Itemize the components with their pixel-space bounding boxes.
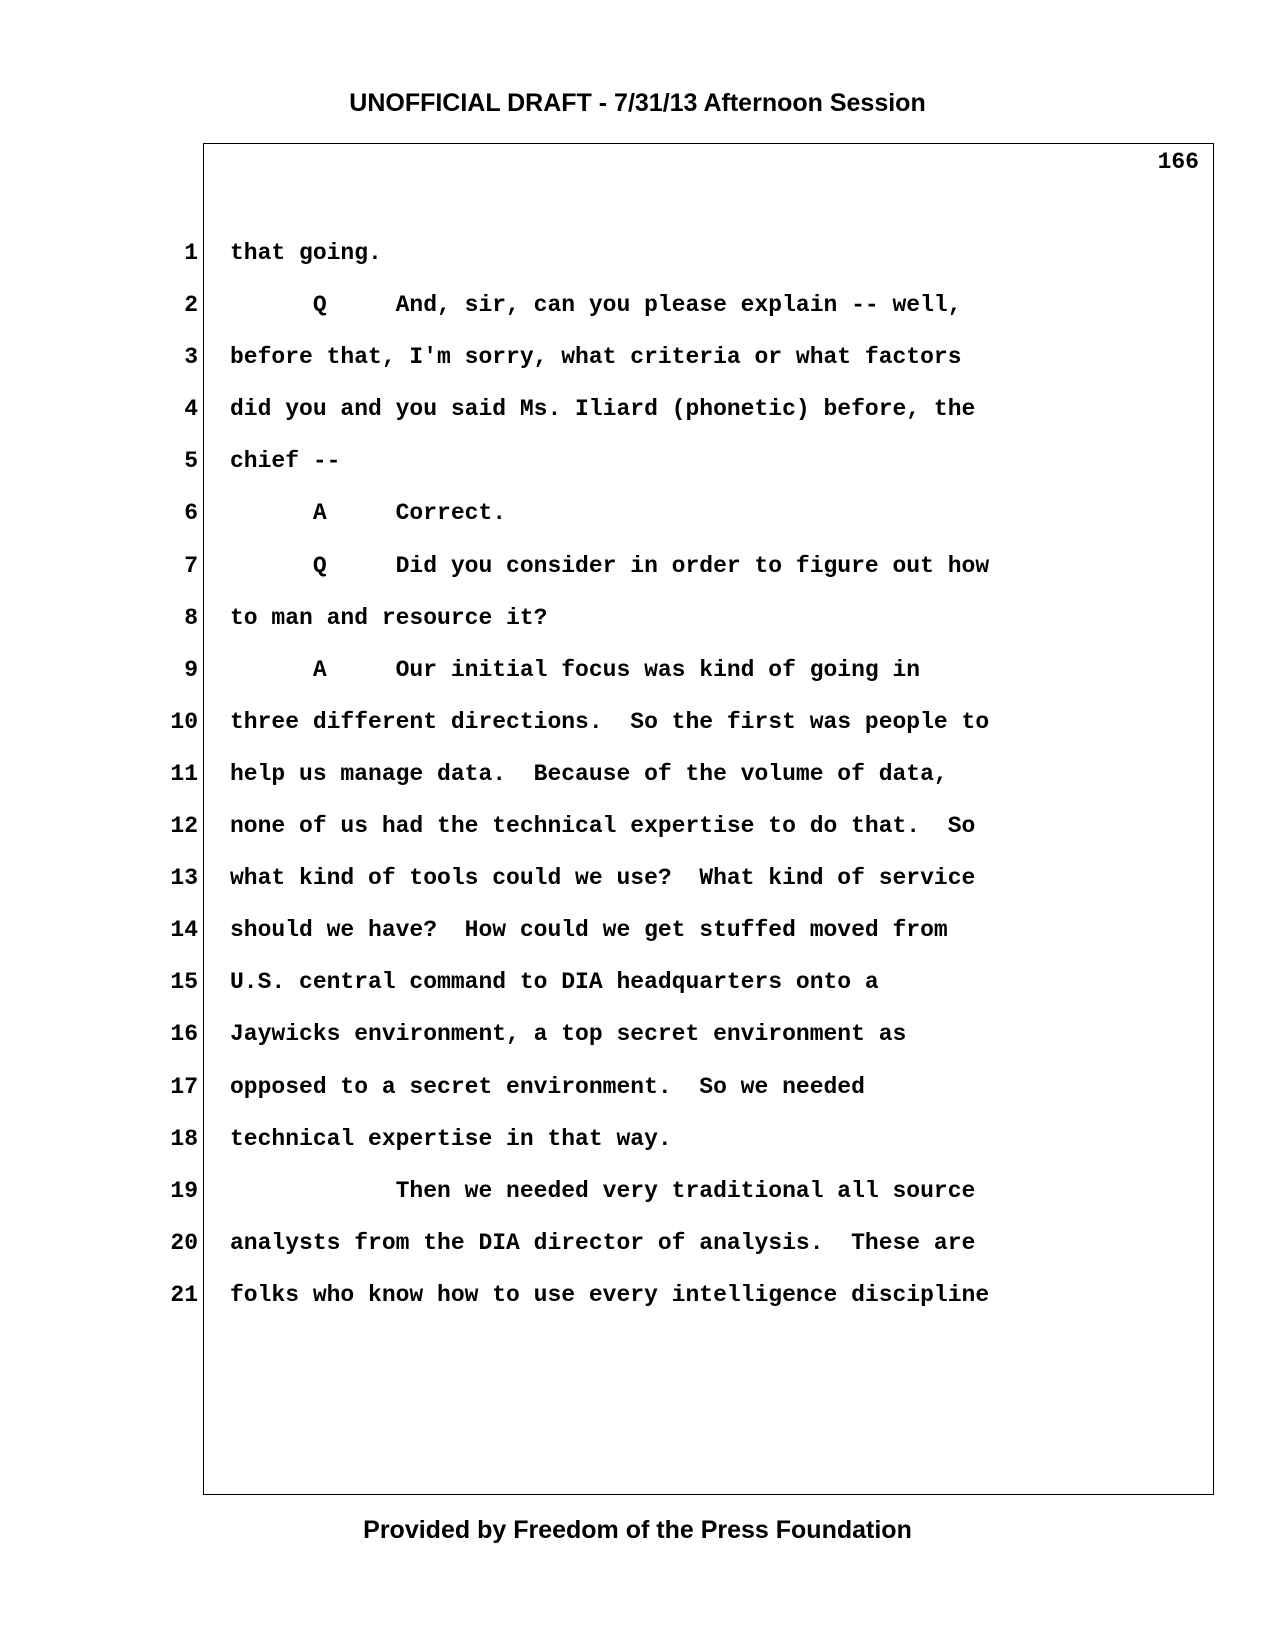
transcript-line (184, 395, 1215, 447)
line-number: 21 (170, 1281, 198, 1308)
line-number: 5 (184, 448, 198, 475)
transcript-line (184, 447, 1215, 499)
transcript-line (170, 1125, 1215, 1177)
transcript-line (170, 708, 1215, 760)
transcript-line (170, 1281, 1215, 1333)
document-footer-credit: Provided by Freedom of the Press Foundation (363, 1516, 912, 1544)
line-text: U.S. central command to DIA headquarters onto a (230, 969, 879, 996)
line-number: 14 (170, 917, 198, 944)
line-text: technical expertise in that way. (230, 1125, 672, 1152)
transcript-line (184, 552, 1215, 604)
transcript-line (170, 1020, 1215, 1072)
transcript-line (184, 343, 1215, 395)
line-text: Then we needed very traditional all source (230, 1177, 976, 1204)
transcript-line (170, 864, 1215, 916)
line-text: opposed to a secret environment. So we needed (230, 1073, 865, 1100)
line-number: 10 (170, 708, 198, 735)
line-number: 20 (170, 1229, 198, 1256)
line-text: folks who know how to use every intelligence discipline (230, 1281, 990, 1308)
line-text: Q Did you consider in order to figure out how (230, 552, 990, 579)
line-number: 2 (184, 292, 198, 319)
line-number: 4 (184, 396, 198, 423)
transcript-line (170, 1229, 1215, 1281)
line-number: 6 (184, 500, 198, 527)
transcript-line (170, 1073, 1215, 1125)
line-text: analysts from the DIA director of analysis. These are (230, 1229, 976, 1256)
transcript-line (184, 499, 1215, 551)
transcript-line (184, 604, 1215, 656)
line-number: 11 (170, 760, 198, 787)
transcript-line (170, 812, 1215, 864)
line-number: 18 (170, 1125, 198, 1152)
line-number: 16 (170, 1021, 198, 1048)
transcript-line (184, 656, 1215, 708)
line-text: before that, I'm sorry, what criteria or what factors (230, 344, 962, 371)
line-number: 3 (184, 344, 198, 371)
line-number: 1 (184, 240, 198, 266)
line-number: 13 (170, 865, 198, 892)
line-number: 7 (184, 552, 198, 579)
line-text: did you and you said Ms. Iliard (phonetic) before, the (230, 396, 976, 423)
line-text: A Our initial focus was kind of going in (230, 656, 921, 683)
document-header-title: UNOFFICIAL DRAFT - 7/31/13 Afternoon Session (349, 89, 926, 117)
line-text: A Correct. (230, 500, 507, 527)
line-text: three different directions. So the first was people to (230, 708, 990, 735)
line-number: 15 (170, 969, 198, 996)
line-text: that going. (230, 240, 382, 266)
line-text: chief -- (230, 448, 341, 475)
line-text: should we have? How could we get stuffed moved from (230, 917, 948, 944)
transcript-line (170, 1177, 1215, 1229)
line-text: Q And, sir, can you please explain -- well, (230, 292, 962, 319)
line-text: what kind of tools could we use? What kind of service (230, 865, 976, 892)
transcript-line (170, 968, 1215, 1020)
transcript-line (184, 291, 1215, 343)
line-text: Jaywicks environment, a top secret environment as (230, 1021, 907, 1048)
transcript-line (184, 239, 1215, 291)
line-number: 19 (170, 1177, 198, 1204)
transcript-line (170, 760, 1215, 812)
transcript-line (170, 916, 1215, 968)
transcript-page-frame (170, 143, 1214, 1495)
line-text: to man and resource it? (230, 604, 548, 631)
line-number: 17 (170, 1073, 198, 1100)
line-text: none of us had the technical expertise to do that. So (230, 813, 976, 840)
page-number: 166 (1157, 149, 1199, 175)
line-number: 8 (184, 604, 198, 631)
line-number: 9 (184, 656, 198, 683)
transcript-lines (170, 239, 1215, 1333)
line-text: help us manage data. Because of the volume of data, (230, 760, 948, 787)
line-number: 12 (170, 813, 198, 840)
